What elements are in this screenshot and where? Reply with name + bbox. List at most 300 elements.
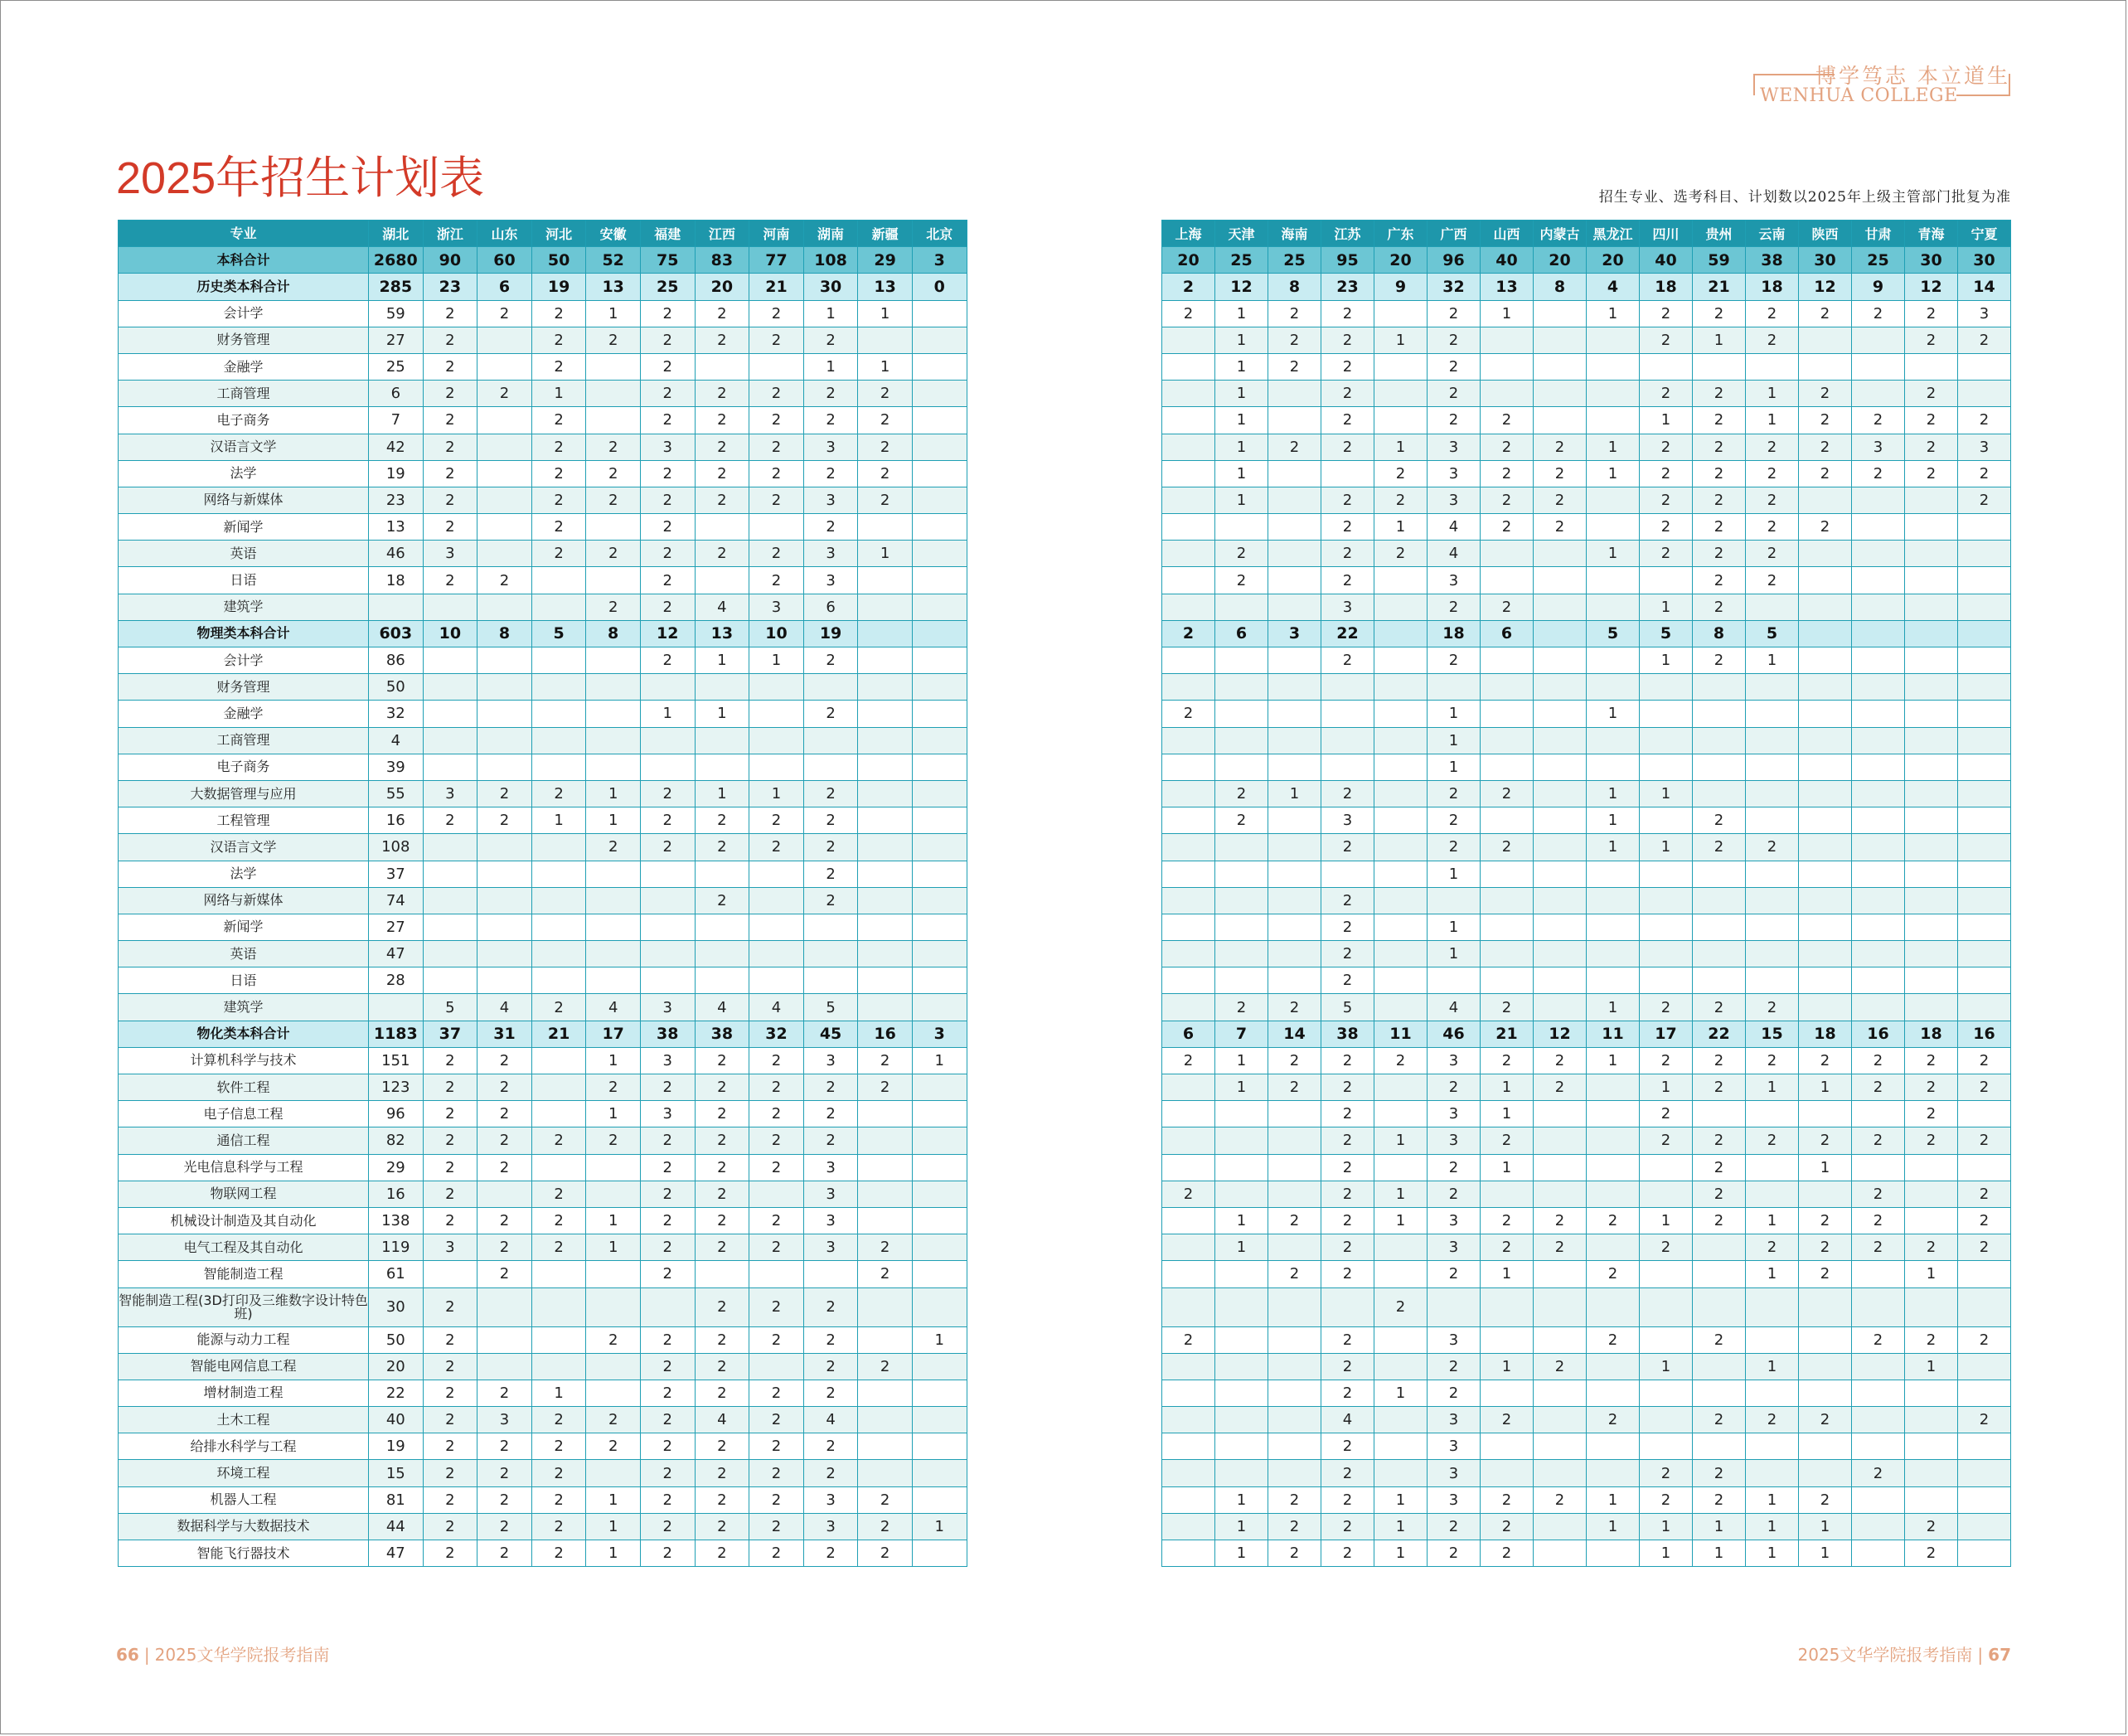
quota-cell: 2 [1481, 780, 1534, 807]
quota-cell [1640, 861, 1693, 887]
quota-cell [1587, 327, 1640, 353]
quota-cell: 2 [531, 1207, 586, 1234]
quota-cell [1799, 941, 1852, 967]
major-name: 给排水科学与工程 [119, 1433, 369, 1460]
quota-cell: 18 [369, 567, 424, 594]
major-name: 汉语言文学 [119, 434, 369, 460]
quota-cell [1799, 487, 1852, 513]
quota-cell [1374, 807, 1428, 834]
total-row [119, 247, 967, 274]
quota-cell [477, 594, 532, 620]
quota-cell [695, 1261, 749, 1287]
quota-cell [477, 887, 532, 914]
quota-cell [1693, 941, 1746, 967]
quota-cell [912, 754, 967, 780]
table-row [1162, 407, 2011, 434]
quota-cell [1799, 1460, 1852, 1486]
quota-cell [1799, 780, 1852, 807]
quota-cell: 25 [1852, 247, 1905, 274]
quota-cell [423, 647, 477, 674]
quota-cell [1587, 727, 1640, 754]
quota-cell: 2 [423, 460, 477, 487]
quota-cell [1905, 674, 1958, 701]
quota-cell [1162, 487, 1215, 513]
quota-cell [1693, 914, 1746, 940]
quota-cell [1693, 754, 1746, 780]
quota-cell: 2 [695, 487, 749, 513]
quota-cell [423, 887, 477, 914]
table-row [119, 381, 967, 407]
quota-cell: 1 [1746, 1207, 1799, 1234]
quota-cell: 2 [1428, 1353, 1481, 1380]
quota-cell [1374, 887, 1428, 914]
quota-cell [1215, 967, 1268, 994]
quota-cell [749, 1181, 804, 1207]
quota-cell: 44 [369, 1513, 424, 1540]
quota-cell [1746, 1154, 1799, 1181]
quota-cell: 2 [1321, 1207, 1374, 1234]
quota-cell: 1 [1481, 300, 1534, 327]
quota-cell: 2 [640, 1380, 695, 1406]
quota-cell: 2 [1693, 1207, 1746, 1234]
quota-cell [1162, 460, 1215, 487]
quota-cell [477, 967, 532, 994]
quota-cell: 21 [749, 274, 804, 300]
quota-cell: 38 [640, 1021, 695, 1047]
quota-cell: 2 [1268, 300, 1321, 327]
quota-cell: 13 [1481, 274, 1534, 300]
quota-cell [1481, 754, 1534, 780]
major-name: 建筑学 [119, 594, 369, 620]
quota-cell: 2 [640, 1460, 695, 1486]
quota-cell: 2 [1746, 434, 1799, 460]
quota-cell: 2 [1640, 1127, 1693, 1154]
quota-cell: 2 [640, 514, 695, 541]
quota-cell: 1 [1374, 1513, 1428, 1540]
quota-cell: 16 [1852, 1021, 1905, 1047]
quota-cell [1215, 1101, 1268, 1127]
quota-cell: 2 [423, 1101, 477, 1127]
quota-cell [1746, 1380, 1799, 1406]
quota-cell: 2 [695, 1181, 749, 1207]
quota-cell [1215, 861, 1268, 887]
quota-cell [586, 353, 641, 380]
quota-cell: 2 [1428, 407, 1481, 434]
quota-cell [586, 647, 641, 674]
major-name: 会计学 [119, 300, 369, 327]
quota-cell [1852, 674, 1905, 701]
quota-cell: 30 [803, 274, 858, 300]
quota-cell: 1 [1693, 1513, 1746, 1540]
quota-cell [1374, 994, 1428, 1021]
quota-cell: 32 [749, 1021, 804, 1047]
quota-cell: 2 [695, 1074, 749, 1101]
quota-cell [1534, 381, 1587, 407]
quota-cell: 2 [749, 1326, 804, 1353]
quota-cell [1799, 887, 1852, 914]
quota-cell [1958, 567, 2011, 594]
quota-cell: 31 [477, 1021, 532, 1047]
quota-cell [1852, 780, 1905, 807]
quota-cell [1587, 1540, 1640, 1567]
quota-cell: 55 [369, 780, 424, 807]
enrollment-table-right [1161, 220, 2011, 1567]
quota-cell [1905, 1287, 1958, 1326]
quota-cell: 1 [1428, 727, 1481, 754]
quota-cell: 3 [803, 541, 858, 567]
quota-cell [1268, 1287, 1321, 1326]
quota-cell [1799, 834, 1852, 861]
quota-cell: 19 [803, 620, 858, 647]
quota-cell: 1 [1215, 300, 1268, 327]
quota-cell [1534, 780, 1587, 807]
quota-cell: 2 [1852, 1460, 1905, 1486]
quota-cell [1799, 914, 1852, 940]
quota-cell: 2 [1905, 1234, 1958, 1261]
quota-cell [1852, 381, 1905, 407]
quota-cell [1852, 1380, 1905, 1406]
major-name: 机器人工程 [119, 1486, 369, 1513]
quota-cell [1746, 674, 1799, 701]
table-row [119, 941, 967, 967]
column-header: 山西 [1481, 221, 1534, 247]
quota-cell: 2 [1693, 541, 1746, 567]
quota-cell [858, 594, 913, 620]
quota-cell [1534, 967, 1587, 994]
quota-cell [640, 1287, 695, 1326]
quota-cell: 6 [1162, 1021, 1215, 1047]
quota-cell: 2 [1321, 1433, 1374, 1460]
quota-cell [1587, 674, 1640, 701]
quota-cell [1905, 780, 1958, 807]
quota-cell [1374, 914, 1428, 940]
major-name: 通信工程 [119, 1127, 369, 1154]
column-header: 云南 [1746, 221, 1799, 247]
quota-cell: 2 [640, 1181, 695, 1207]
quota-cell [1905, 1433, 1958, 1460]
quota-cell: 1 [1374, 1486, 1428, 1513]
quota-cell: 2 [586, 460, 641, 487]
table-row [1162, 1047, 2011, 1074]
major-name: 新闻学 [119, 914, 369, 940]
major-name: 电子商务 [119, 754, 369, 780]
quota-cell: 2 [1481, 514, 1534, 541]
quota-cell [1640, 674, 1693, 701]
quota-cell [1215, 1326, 1268, 1353]
quota-cell: 4 [749, 994, 804, 1021]
quota-cell: 1 [586, 1513, 641, 1540]
table-row [119, 594, 967, 620]
quota-cell: 1 [1215, 434, 1268, 460]
quota-cell [1215, 1154, 1268, 1181]
quota-cell [1162, 1127, 1215, 1154]
major-name: 光电信息科学与工程 [119, 1154, 369, 1181]
quota-cell: 2 [803, 1101, 858, 1127]
quota-cell: 2 [749, 1074, 804, 1101]
quota-cell: 1 [1428, 754, 1481, 780]
quota-cell: 2 [749, 300, 804, 327]
quota-cell: 2 [1268, 353, 1321, 380]
quota-cell: 2 [1268, 1261, 1321, 1287]
quota-cell: 2 [1799, 1207, 1852, 1234]
quota-cell [477, 514, 532, 541]
quota-cell [1268, 541, 1321, 567]
quota-cell: 1 [1428, 861, 1481, 887]
quota-cell: 2 [423, 514, 477, 541]
quota-cell: 2 [803, 381, 858, 407]
quota-cell: 29 [369, 1154, 424, 1181]
quota-cell: 59 [1693, 247, 1746, 274]
quota-cell: 1 [1215, 381, 1268, 407]
quota-cell: 74 [369, 887, 424, 914]
quota-cell: 2 [1958, 1047, 2011, 1074]
quota-cell [1162, 327, 1215, 353]
quota-cell: 2 [1799, 407, 1852, 434]
quota-cell: 4 [1428, 514, 1481, 541]
quota-cell [1799, 1287, 1852, 1326]
quota-cell [1321, 754, 1374, 780]
quota-cell: 28 [369, 967, 424, 994]
quota-cell [1799, 674, 1852, 701]
quota-cell [1905, 647, 1958, 674]
quota-cell [1162, 887, 1215, 914]
major-name: 法学 [119, 460, 369, 487]
quota-cell [1534, 914, 1587, 940]
quota-cell [1587, 487, 1640, 513]
quota-cell: 2 [477, 1127, 532, 1154]
quota-cell [912, 327, 967, 353]
quota-cell [1905, 1486, 1958, 1513]
quota-cell [1268, 807, 1321, 834]
quota-cell [1587, 381, 1640, 407]
quota-cell: 603 [369, 620, 424, 647]
quota-cell [912, 887, 967, 914]
footer-left-text: 2025文华学院报考指南 [154, 1645, 330, 1665]
quota-cell: 21 [1693, 274, 1746, 300]
quota-cell [695, 967, 749, 994]
quota-cell: 2 [1481, 487, 1534, 513]
quota-cell [1958, 1353, 2011, 1380]
quota-cell [1481, 674, 1534, 701]
quota-cell [1587, 514, 1640, 541]
quota-cell: 52 [586, 247, 641, 274]
quota-cell [1534, 327, 1587, 353]
quota-cell [1640, 1326, 1693, 1353]
quota-cell [531, 647, 586, 674]
quota-cell [1958, 1380, 2011, 1406]
quota-cell: 2 [1162, 620, 1215, 647]
quota-cell: 2 [1321, 967, 1374, 994]
quota-cell [1958, 727, 2011, 754]
quota-cell: 2 [1481, 834, 1534, 861]
quota-cell: 2 [695, 1460, 749, 1486]
quota-cell: 75 [640, 247, 695, 274]
quota-cell: 2 [1534, 514, 1587, 541]
table-row [1162, 887, 2011, 914]
quota-cell: 30 [1958, 247, 2011, 274]
quota-cell: 2 [423, 1353, 477, 1380]
quota-cell [1958, 1540, 2011, 1567]
plan-note: 招生专业、选考科目、计划数以2025年上级主管部门批复为准 [1598, 189, 2011, 206]
quota-cell: 2 [1852, 1234, 1905, 1261]
quota-cell [912, 1486, 967, 1513]
quota-cell: 25 [1215, 247, 1268, 274]
quota-cell: 1 [1374, 327, 1428, 353]
quota-cell: 285 [369, 274, 424, 300]
quota-cell: 2 [1374, 541, 1428, 567]
quota-cell: 2 [1693, 1326, 1746, 1353]
quota-cell: 1 [1746, 1074, 1799, 1101]
table-row [119, 514, 967, 541]
quota-cell [912, 514, 967, 541]
table-row [1162, 1433, 2011, 1460]
quota-cell [586, 1261, 641, 1287]
quota-cell [1958, 674, 2011, 701]
quota-cell: 8 [1693, 620, 1746, 647]
quota-cell [1852, 1154, 1905, 1181]
quota-cell [1215, 1407, 1268, 1433]
quota-cell: 30 [1799, 247, 1852, 274]
quota-cell: 20 [1162, 247, 1215, 274]
quota-cell [912, 460, 967, 487]
quota-cell: 3 [749, 594, 804, 620]
quota-cell [1905, 1181, 1958, 1207]
quota-cell: 39 [369, 754, 424, 780]
quota-cell [1268, 407, 1321, 434]
quota-cell [531, 941, 586, 967]
quota-cell [1852, 620, 1905, 647]
quota-cell: 2 [640, 807, 695, 834]
quota-cell: 6 [477, 274, 532, 300]
quota-cell [912, 701, 967, 727]
quota-cell: 16 [1958, 1021, 2011, 1047]
quota-cell [1852, 1287, 1905, 1326]
quota-cell: 2 [749, 434, 804, 460]
quota-cell [695, 567, 749, 594]
quota-cell: 59 [369, 300, 424, 327]
quota-cell [1162, 780, 1215, 807]
quota-cell [749, 353, 804, 380]
quota-cell [1852, 1101, 1905, 1127]
quota-cell: 1 [1374, 1181, 1428, 1207]
quota-cell: 2 [1428, 1154, 1481, 1181]
quota-cell [1640, 1181, 1693, 1207]
quota-cell: 1 [1905, 1261, 1958, 1287]
quota-cell [1374, 647, 1428, 674]
quota-cell: 2 [1905, 300, 1958, 327]
table-row [1162, 1154, 2011, 1181]
quota-cell [1693, 727, 1746, 754]
quota-cell [477, 754, 532, 780]
quota-cell: 1 [1587, 541, 1640, 567]
quota-cell [1587, 967, 1640, 994]
quota-cell: 96 [1428, 247, 1481, 274]
table-row [119, 807, 967, 834]
table-row [1162, 1407, 2011, 1433]
quota-cell [1746, 1101, 1799, 1127]
quota-cell [586, 941, 641, 967]
quota-cell: 6 [803, 594, 858, 620]
quota-cell: 2 [803, 1353, 858, 1380]
table-row [119, 914, 967, 940]
quota-cell: 2 [1321, 434, 1374, 460]
quota-cell: 2 [531, 1234, 586, 1261]
quota-cell [1162, 647, 1215, 674]
quota-cell: 2 [1852, 1074, 1905, 1101]
quota-cell [912, 674, 967, 701]
quota-cell [1534, 807, 1587, 834]
quota-cell [1481, 1380, 1534, 1406]
quota-cell [1481, 1460, 1534, 1486]
quota-cell [1268, 1407, 1321, 1433]
quota-cell: 7 [369, 407, 424, 434]
quota-cell [531, 887, 586, 914]
table-row [119, 1433, 967, 1460]
quota-cell [1374, 381, 1428, 407]
quota-cell: 2 [477, 1433, 532, 1460]
quota-cell: 32 [369, 701, 424, 727]
quota-cell: 2 [803, 861, 858, 887]
table-row [1162, 1460, 2011, 1486]
quota-cell: 1 [1215, 1513, 1268, 1540]
column-header: 新疆 [858, 221, 913, 247]
quota-cell: 2 [423, 1047, 477, 1074]
quota-cell: 2 [803, 887, 858, 914]
column-header: 安徽 [586, 221, 641, 247]
quota-cell: 2 [586, 1127, 641, 1154]
quota-cell: 3 [1428, 1486, 1481, 1513]
quota-cell: 2 [640, 487, 695, 513]
quota-cell: 2 [858, 1047, 913, 1074]
quota-cell [1215, 701, 1268, 727]
quota-cell [1215, 887, 1268, 914]
quota-cell: 2 [1481, 1513, 1534, 1540]
quota-cell: 2 [1268, 1540, 1321, 1567]
quota-cell: 2 [1268, 994, 1321, 1021]
quota-cell: 2 [858, 1234, 913, 1261]
quota-cell: 2 [640, 1074, 695, 1101]
quota-cell [1268, 754, 1321, 780]
quota-cell: 2 [1640, 1460, 1693, 1486]
quota-cell [912, 861, 967, 887]
quota-cell: 2 [477, 1460, 532, 1486]
quota-cell: 2 [1321, 1234, 1374, 1261]
quota-cell: 1 [1640, 1513, 1693, 1540]
quota-cell [477, 487, 532, 513]
quota-cell [1905, 994, 1958, 1021]
quota-cell: 50 [369, 674, 424, 701]
quota-cell [1374, 353, 1428, 380]
quota-cell: 2 [1693, 647, 1746, 674]
quota-cell [586, 1154, 641, 1181]
quota-cell: 37 [369, 861, 424, 887]
quota-cell: 2 [531, 407, 586, 434]
table-row [119, 434, 967, 460]
quota-cell [640, 754, 695, 780]
quota-cell: 1 [1799, 1513, 1852, 1540]
quota-cell: 2 [640, 300, 695, 327]
quota-cell: 2 [1321, 834, 1374, 861]
quota-cell: 1 [1587, 807, 1640, 834]
quota-cell: 2 [1374, 1047, 1428, 1074]
quota-cell: 2 [1534, 1047, 1587, 1074]
major-name: 网络与新媒体 [119, 887, 369, 914]
quota-cell: 4 [1428, 994, 1481, 1021]
quota-cell: 20 [695, 274, 749, 300]
quota-cell [858, 727, 913, 754]
quota-cell: 25 [1268, 247, 1321, 274]
quota-cell: 2 [423, 567, 477, 594]
